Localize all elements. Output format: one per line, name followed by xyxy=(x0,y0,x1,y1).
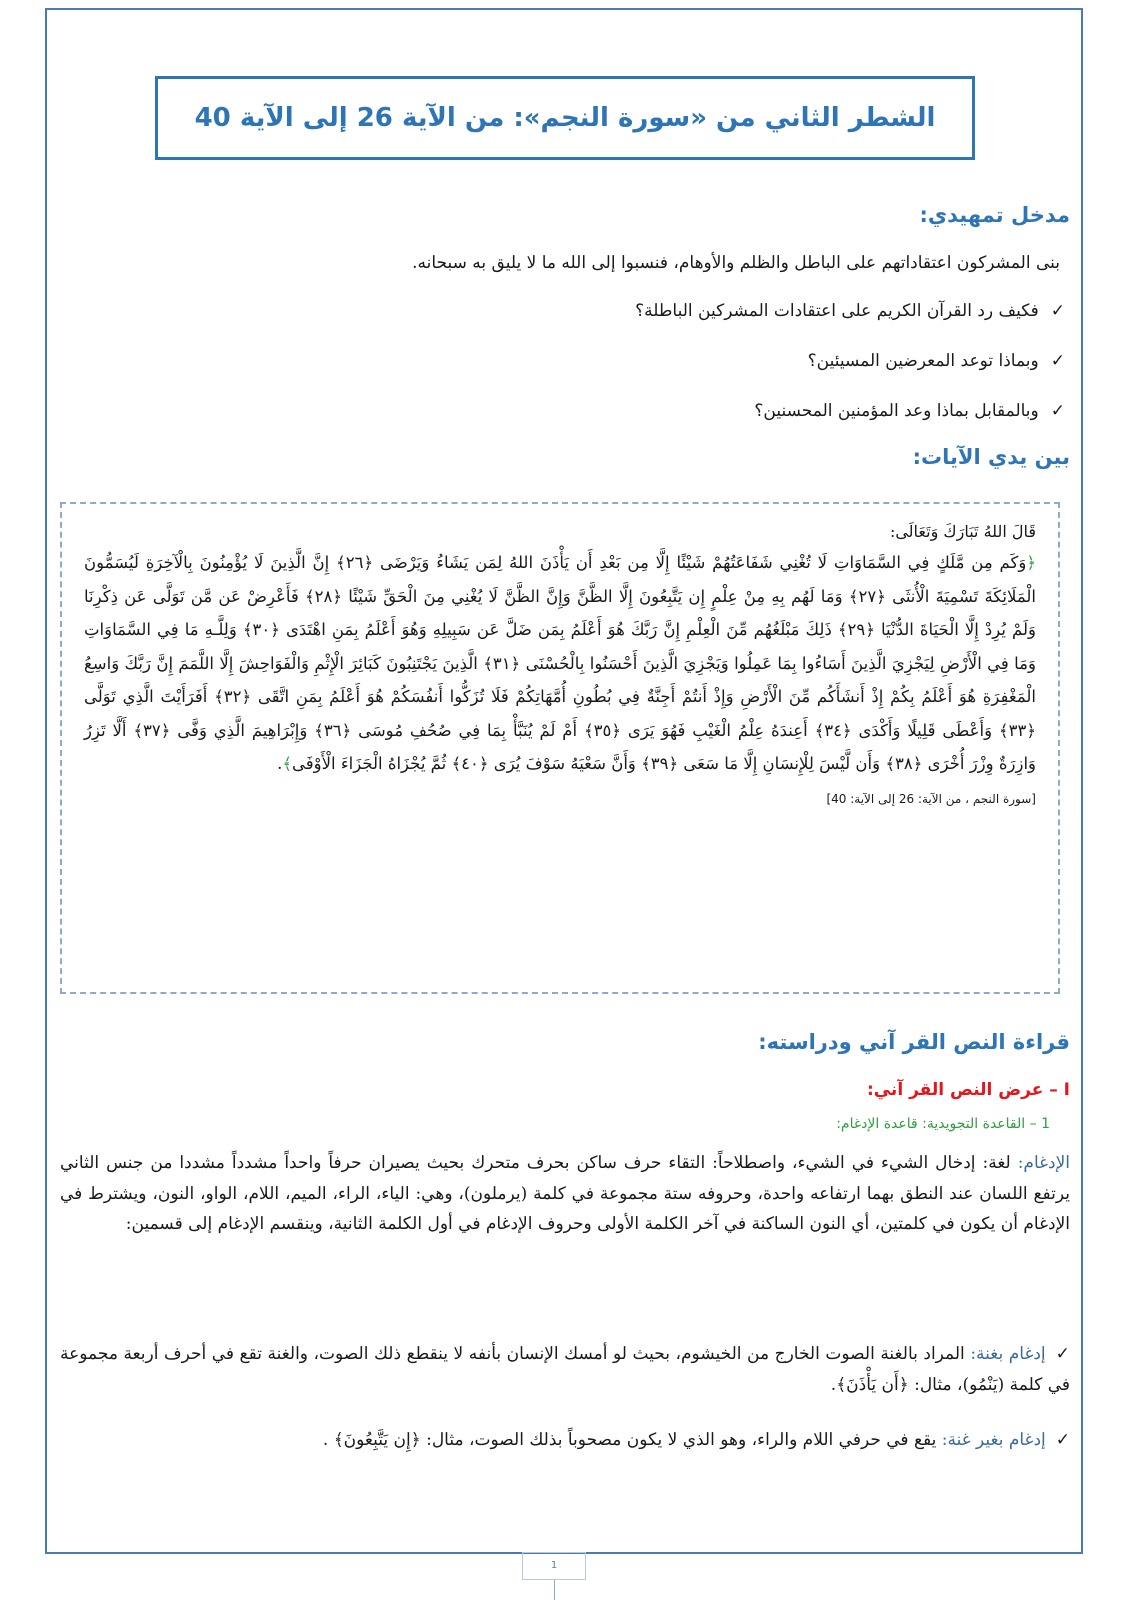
intro-heading: مدخل تمهيدي: xyxy=(919,203,1070,227)
page-number: 1 xyxy=(522,1552,586,1580)
verses-intro: قَالَ اللهُ تَبَارَكَ وَتَعَالَى: xyxy=(889,522,1036,541)
verses-body: وَكَم مِن مَّلَكٍ فِي السَّمَاوَاتِ لَا تُغْنِي شَفَاعَتُهُمْ شَيْئًا إِلَّا مِن بَعْدِ أَن يَأْذَنَ اللهُ لِمَن يَشَاءُ وَيَرْضَى ﴿٢٦﴾ إِنَّ الَّذِينَ لَا يُؤْمِنُونَ بِالْآخِرَةِ لَيُسَمُّونَ الْمَلَائِكَةَ تَسْمِيَةَ الْأُنثَى ﴿٢٧﴾ وَمَا لَهُم بِهِ مِنْ عِلْمٍ إِن يَتَّبِعُونَ إِلَّا الظَّنَّ وَإِنَّ الظَّنَّ لَا يُغْنِي مِنَ الْحَقِّ شَيْئًا ﴿٢٨﴾ فَأَعْرِضْ عَن مَّن تَوَلَّى عَن ذِكْرِنَا وَلَمْ يُرِدْ إِلَّا الْحَيَاةَ الدُّنْيَا ﴿٢٩﴾ ذَلِكَ مَبْلَغُهُم مِّنَ الْعِلْمِ إِنَّ رَبَّكَ هُوَ أَعْلَمُ بِمَن ضَلَّ عَن سَبِيلِهِ وَهُوَ أَعْلَمُ بِمَنِ اهْتَدَى ﴿٣٠﴾ وَلِلَّـهِ مَا فِي السَّمَاوَاتِ وَمَا فِي الْأَرْضِ لِيَجْزِيَ الَّذِينَ أَسَاءُوا بِمَا عَمِلُوا وَيَجْزِيَ الَّذِينَ أَحْسَنُوا بِالْحُسْنَى ﴿٣١﴾ الَّذِينَ يَجْتَنِبُونَ كَبَائِرَ الْإِثْمِ وَالْفَوَاحِشَ إِلَّا اللَّمَمَ إِنَّ رَبَّكَ وَاسِعُ الْمَغْفِرَةِ هُوَ أَعْلَمُ بِكُمْ إِذْ أَنشَأَكُم مِّنَ الْأَرْضِ وَإِذْ أَنتُمْ أَجِنَّةٌ فِي بُطُونِ أُمَّهَاتِكُمْ فَلَا تُزَكُّوا أَنفُسَكُمْ هُوَ أَعْلَمُ بِمَنِ اتَّقَى ﴿٣٢﴾ أَفَرَأَيْتَ الَّذِي تَوَلَّى ﴿٣٣﴾ وَأَعْطَى قَلِيلًا وَأَكْدَى ﴿٣٤﴾ أَعِندَهُ عِلْمُ الْغَيْبِ فَهُوَ يَرَى ﴿٣٥﴾ أَمْ لَمْ يُنَبَّأْ بِمَا فِي صُحُفِ مُوسَى ﴿٣٦﴾ وَإِبْرَاهِيمَ الَّذِي وَفَّى ﴿٣٧﴾ أَلَّا تَزِرُ وَازِرَةٌ وِزْرَ أُخْرَى ﴿٣٨﴾ وَأَن لَّيْسَ لِلْإِنسَانِ إِلَّا مَا سَعَى ﴿٣٩﴾ وَأَنَّ سَعْيَهُ سَوْفَ يُرَى ﴿٤٠﴾ ثُمَّ يُجْزَاهُ الْجَزَاءَ الْأَوْفَى xyxy=(84,553,1036,773)
check-icon: ✓ xyxy=(1050,301,1065,321)
title-box xyxy=(155,76,975,160)
verses-end-dot: . xyxy=(277,754,283,773)
quran-open-bracket: ﴿ xyxy=(1026,553,1036,572)
quran-close-bracket: ﴾ xyxy=(282,754,293,773)
document-content xyxy=(60,8,1070,1548)
intro-text: بنى المشركون اعتقاداتهم على الباطل والظلم والأوهام، فنسبوا إلى الله ما لا يليق به سبحانه. xyxy=(412,253,1060,273)
page-title: الشطر الثاني من «سورة النجم»: من الآية 26 إلى الآية 40 xyxy=(194,103,936,133)
idgham-definition xyxy=(60,1148,1070,1240)
verses-box xyxy=(60,502,1060,994)
idgham-term: الإدغام: xyxy=(1017,1153,1070,1173)
check-icon: ✓ xyxy=(1055,1344,1071,1364)
idgham-type-term: إدغام بغنة: xyxy=(970,1344,1046,1364)
question-text: وبالمقابل بماذا وعد المؤمنين المحسنين؟ xyxy=(754,401,1039,421)
reading-heading: قراءة النص القر آني ودراسته: xyxy=(758,1030,1070,1054)
idgham-type-term: إدغام بغير غنة: xyxy=(941,1430,1046,1450)
page-number-connector xyxy=(554,1580,555,1600)
rule-heading: 1 – القاعدة التجويدية: قاعدة الإدغام: xyxy=(836,1116,1050,1132)
intro-question xyxy=(754,396,1065,426)
idgham-type xyxy=(60,1425,1070,1456)
idgham-type-text: المراد بالغنة الصوت الخارج من الخيشوم، بحيث لو أمسك الإنسان بأنفه لا ينقطع ذلك الصوت، والغنة تقع في أحرف أربعة مجموعة في كلمة (يَنْمُو)، مثال: ﴿أَن يَأْذَنَ﴾. xyxy=(60,1344,1070,1395)
verses-reference: [سورة النجم ، من الآية: 26 إلى الآية: 40] xyxy=(826,791,1036,806)
check-icon: ✓ xyxy=(1055,1430,1070,1450)
check-icon: ✓ xyxy=(1050,351,1065,371)
reading-subheading: I – عرض النص القر آني: xyxy=(866,1080,1070,1100)
verses-heading: بين يدي الآيات: xyxy=(912,445,1070,469)
idgham-type xyxy=(60,1339,1070,1400)
verses-text xyxy=(84,546,1036,781)
intro-question xyxy=(635,296,1065,326)
question-text: وبماذا توعد المعرضين المسيئين؟ xyxy=(807,351,1039,371)
intro-question xyxy=(808,346,1065,376)
idgham-type-text: يقع في حرفي اللام والراء، وهو الذي لا يكون مصحوباً بذلك الصوت، مثال: ﴿إِن يَتَّبِعُونَ﴾ . xyxy=(322,1430,937,1450)
idgham-text: لغة: إدخال الشيء في الشيء، واصطلاحاً: التقاء حرف ساكن بحرف متحرك بحيث يصيران حرفاً واحداً مشدداً مشددا من جنس الثاني يرتفع اللسان عند النطق بهما ارتفاعه واحدة، وحروفه ستة مجموعة في كلمة (يرملون)، وهي: الياء، الراء، الميم، اللام، الواو، النون، ويشترط في الإدغام أن يكون في كلمتين، أي النون الساكنة في آخر الكلمة الأولى وحروف الإدغام في أول الكلمة الثانية، وينقسم الإدغام إلى قسمين: xyxy=(60,1153,1070,1234)
question-text: فكيف رد القرآن الكريم على اعتقادات المشركين الباطلة؟ xyxy=(635,301,1039,321)
check-icon: ✓ xyxy=(1050,401,1065,421)
